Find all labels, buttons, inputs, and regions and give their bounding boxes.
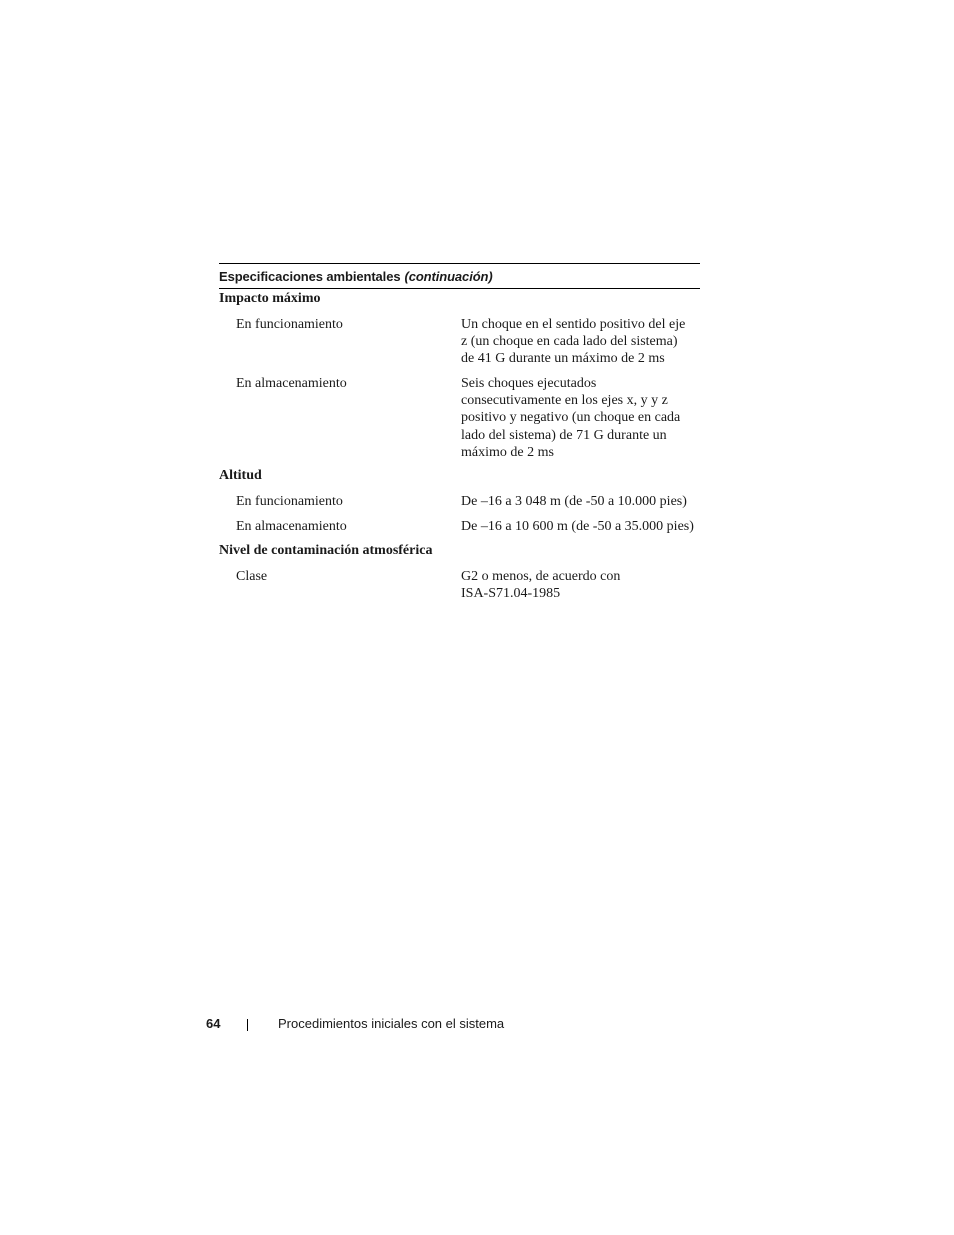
row-value-line: De –16 a 10 600 m (de -50 a 35.000 pies) xyxy=(461,519,694,534)
row-value-line: G2 o menos, de acuerdo con xyxy=(461,569,621,584)
row-value-line: ISA-S71.04-1985 xyxy=(461,586,561,602)
chapter-title: Procedimientos iniciales con el sistema xyxy=(278,1016,505,1031)
table-title-continuation: (continuación) xyxy=(404,268,493,284)
row-value xyxy=(461,518,701,535)
row-value-line: Seis choques ejecutados xyxy=(461,376,597,391)
row-value xyxy=(461,568,701,602)
footer-separator xyxy=(247,1019,248,1031)
row-value xyxy=(461,375,701,461)
row-value-line: z (un choque en cada lado del sistema) xyxy=(461,334,678,350)
row-label: En almacenamiento xyxy=(236,519,347,534)
row-value-line: lado del sistema) de 71 G durante un xyxy=(461,427,667,443)
environmental-specs-table xyxy=(219,263,700,602)
row-label: En funcionamiento xyxy=(236,317,343,332)
row-value-line: positivo y negativo (un choque en cada xyxy=(461,410,681,426)
section-heading-altitude: Altitud xyxy=(219,468,262,483)
row-value xyxy=(461,316,701,368)
row-value-line: De –16 a 3 048 m (de -50 a 10.000 pies) xyxy=(461,494,687,509)
section-heading-contamination: Nivel de contaminación atmosférica xyxy=(219,543,433,558)
table-title xyxy=(219,263,700,289)
table-title-text: Especificaciones ambientales xyxy=(219,268,401,284)
row-value-line: de 41 G durante un máximo de 2 ms xyxy=(461,351,665,367)
page-number: 64 xyxy=(206,1016,221,1031)
page-footer xyxy=(0,1016,954,1034)
row-label: Clase xyxy=(236,569,268,584)
row-value-line: consecutivamente en los ejes x, y y z xyxy=(461,393,668,409)
row-value-line: máximo de 2 ms xyxy=(461,444,554,460)
row-value xyxy=(461,493,701,510)
section-heading-impact: Impacto máximo xyxy=(219,291,321,306)
row-label: En funcionamiento xyxy=(236,494,343,509)
row-label: En almacenamiento xyxy=(236,376,347,391)
row-value-line: Un choque en el sentido positivo del eje xyxy=(461,317,686,332)
